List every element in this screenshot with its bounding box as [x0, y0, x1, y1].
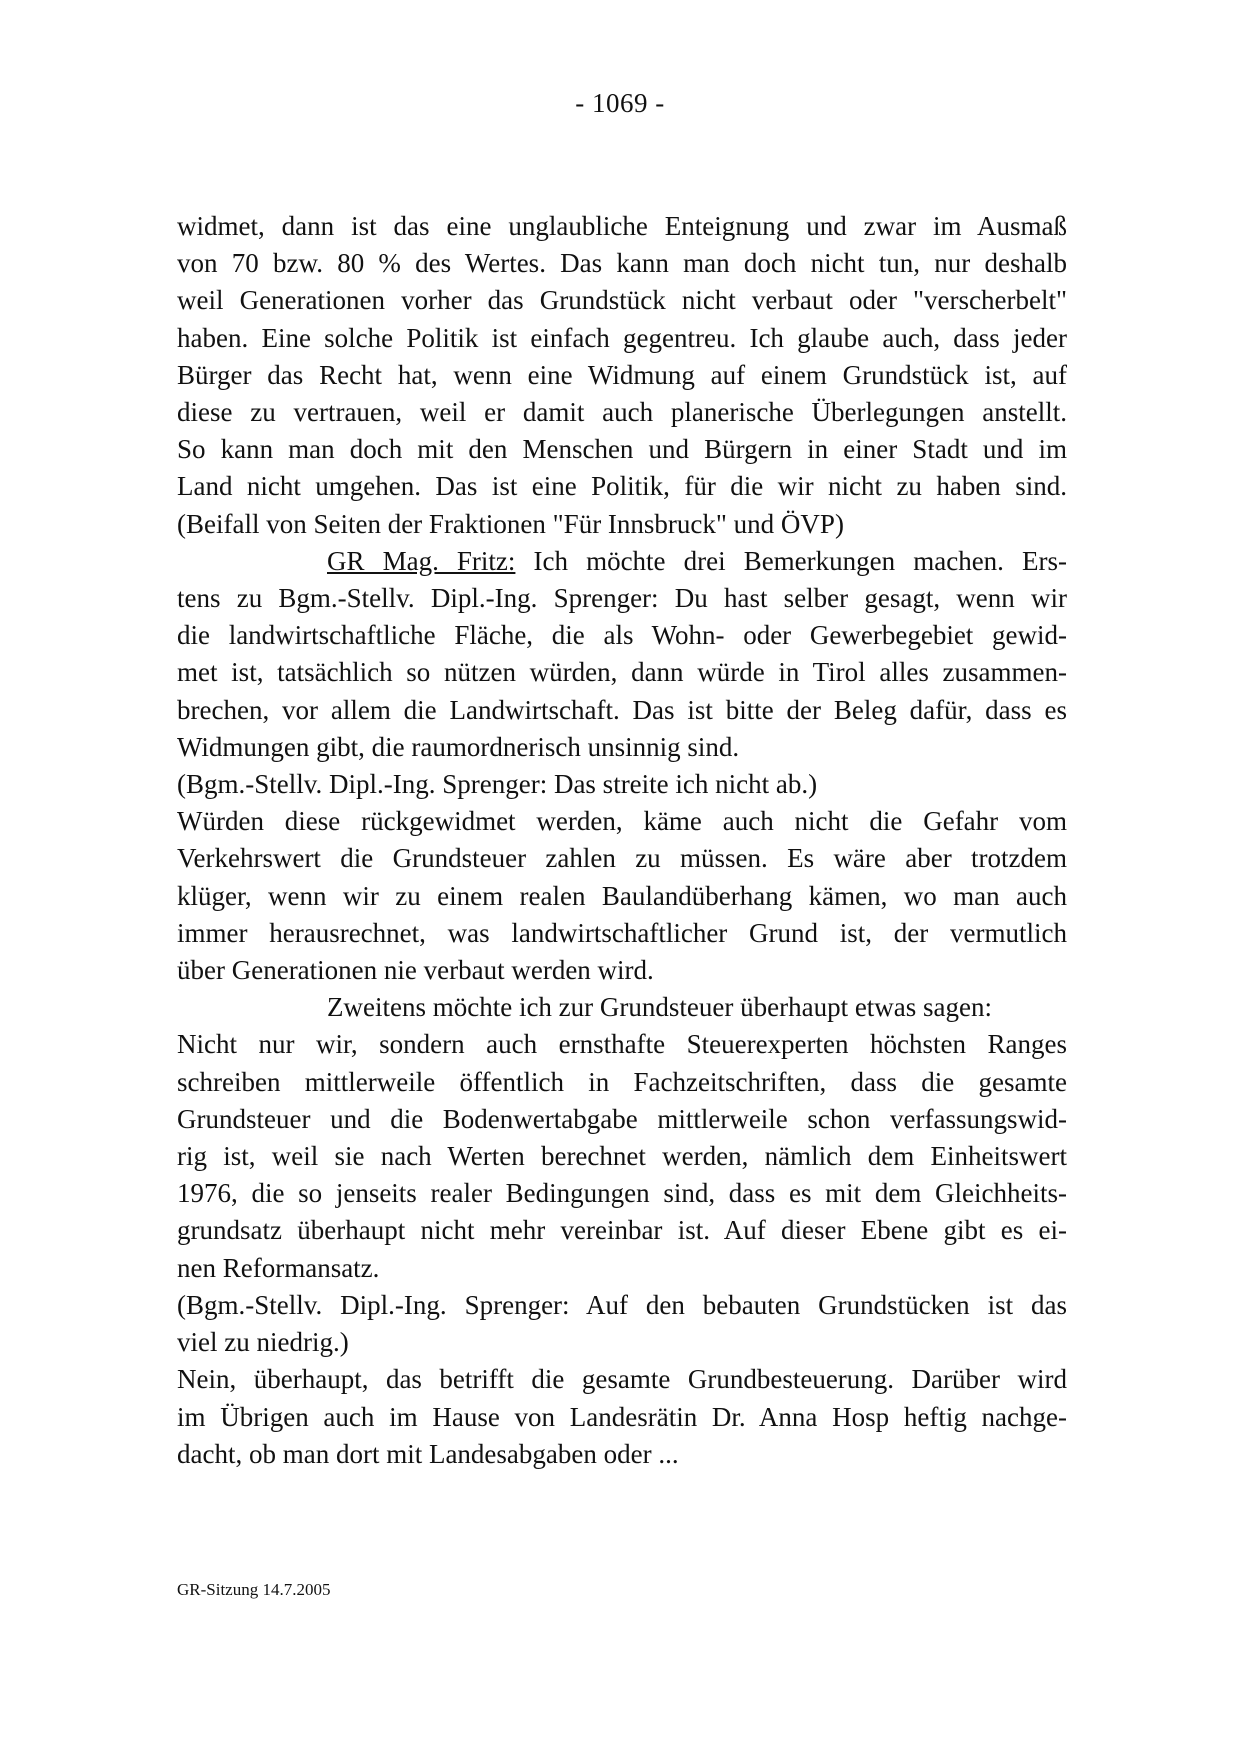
text-line: von 70 bzw. 80 % des Wertes. Das kann man doch nicht tun, nur deshalb [177, 248, 1067, 279]
speaker-text: Ich möchte drei Bemerkungen machen. Ers- [515, 545, 1067, 576]
text-line: met ist, tatsächlich so nützen würden, dann würde in Tirol alles zusammen- [177, 657, 1067, 688]
text-line: widmet, dann ist das eine unglaubliche Enteignung und zwar im Ausmaß [177, 211, 1067, 241]
text-line: haben. Eine solche Politik ist einfach gegentreu. Ich glaube auch, dass jeder [177, 322, 1067, 353]
text-line: im Übrigen auch im Hause von Landesrätin Dr. Anna Hosp heftig nachge- [177, 1401, 1067, 1432]
text-line: Land nicht umgehen. Das ist eine Politik, für die wir nicht zu haben sind. [177, 471, 1067, 502]
speaker-name: GR Mag. Fritz: [327, 545, 516, 576]
text-line: diese zu vertrauen, weil er damit auch planerische Überlegungen anstellt. [177, 397, 1067, 428]
text-line: schreiben mittlerweile öffentlich in Fachzeitschriften, dass die gesamte [177, 1066, 1067, 1097]
paragraph-start: Zweitens möchte ich zur Grundsteuer überhaupt etwas sagen: [327, 992, 993, 1023]
footer-session-date: GR-Sitzung 14.7.2005 [177, 1580, 331, 1599]
text-line: Bürger das Recht hat, wenn eine Widmung auf einem Grundstück ist, auf [177, 359, 1067, 390]
text-line: So kann man doch mit den Menschen und Bürgern in einer Stadt und im [177, 434, 1067, 465]
interjection: (Bgm.-Stellv. Dipl.-Ing. Sprenger: Auf den bebauten Grundstücken ist das [177, 1289, 1067, 1320]
page-number: - 1069 - [575, 88, 665, 118]
text-line: weil Generationen vorher das Grundstück nicht verbaut oder "verscherbelt" [177, 285, 1067, 316]
text-line: 1976, die so jenseits realer Bedingungen sind, dass es mit dem Gleichheits- [177, 1178, 1067, 1209]
text-line: dacht, ob man dort mit Landesabgaben oder ... [177, 1438, 679, 1469]
text-line: Nicht nur wir, sondern auch ernsthafte Steuerexperten höchsten Ranges [177, 1029, 1067, 1060]
text-line: brechen, vor allem die Landwirtschaft. Das ist bitte der Beleg dafür, dass es [177, 694, 1067, 725]
text-line: rig ist, weil sie nach Werten berechnet werden, nämlich dem Einheitswert [177, 1141, 1067, 1172]
text-line: die landwirtschaftliche Fläche, die als Wohn- oder Gewerbegebiet gewid- [177, 620, 1067, 651]
text-line: immer herausrechnet, was landwirtschaftlicher Grund ist, der vermutlich [177, 917, 1067, 948]
applause-note: (Beifall von Seiten der Fraktionen "Für Innsbruck" und ÖVP) [177, 508, 844, 539]
document-body [177, 208, 1067, 1473]
text-line: Verkehrswert die Grundsteuer zahlen zu müssen. Es wäre aber trotzdem [177, 843, 1067, 874]
text-line: Grundsteuer und die Bodenwertabgabe mittlerweile schon verfassungswid- [177, 1103, 1067, 1134]
text-line: Nein, überhaupt, das betrifft die gesamte Grundbesteuerung. Darüber wird [177, 1364, 1067, 1395]
interjection: (Bgm.-Stellv. Dipl.-Ing. Sprenger: Das streite ich nicht ab.) [177, 769, 818, 800]
text-line: tens zu Bgm.-Stellv. Dipl.-Ing. Sprenger: Du hast selber gesagt, wenn wir [177, 583, 1067, 614]
text-line: Würden diese rückgewidmet werden, käme auch nicht die Gefahr vom [177, 806, 1067, 837]
text-line: Widmungen gibt, die raumordnerisch unsinnig sind. [177, 731, 740, 762]
text-line: über Generationen nie verbaut werden wird. [177, 955, 654, 986]
interjection: viel zu niedrig.) [177, 1327, 349, 1358]
text-line: nen Reformansatz. [177, 1252, 380, 1283]
text-line: klüger, wenn wir zu einem realen Baulandüberhang kämen, wo man auch [177, 880, 1067, 911]
speaker-line [177, 543, 1067, 580]
text-line: grundsatz überhaupt nicht mehr vereinbar ist. Auf dieser Ebene gibt es ei- [177, 1215, 1067, 1246]
